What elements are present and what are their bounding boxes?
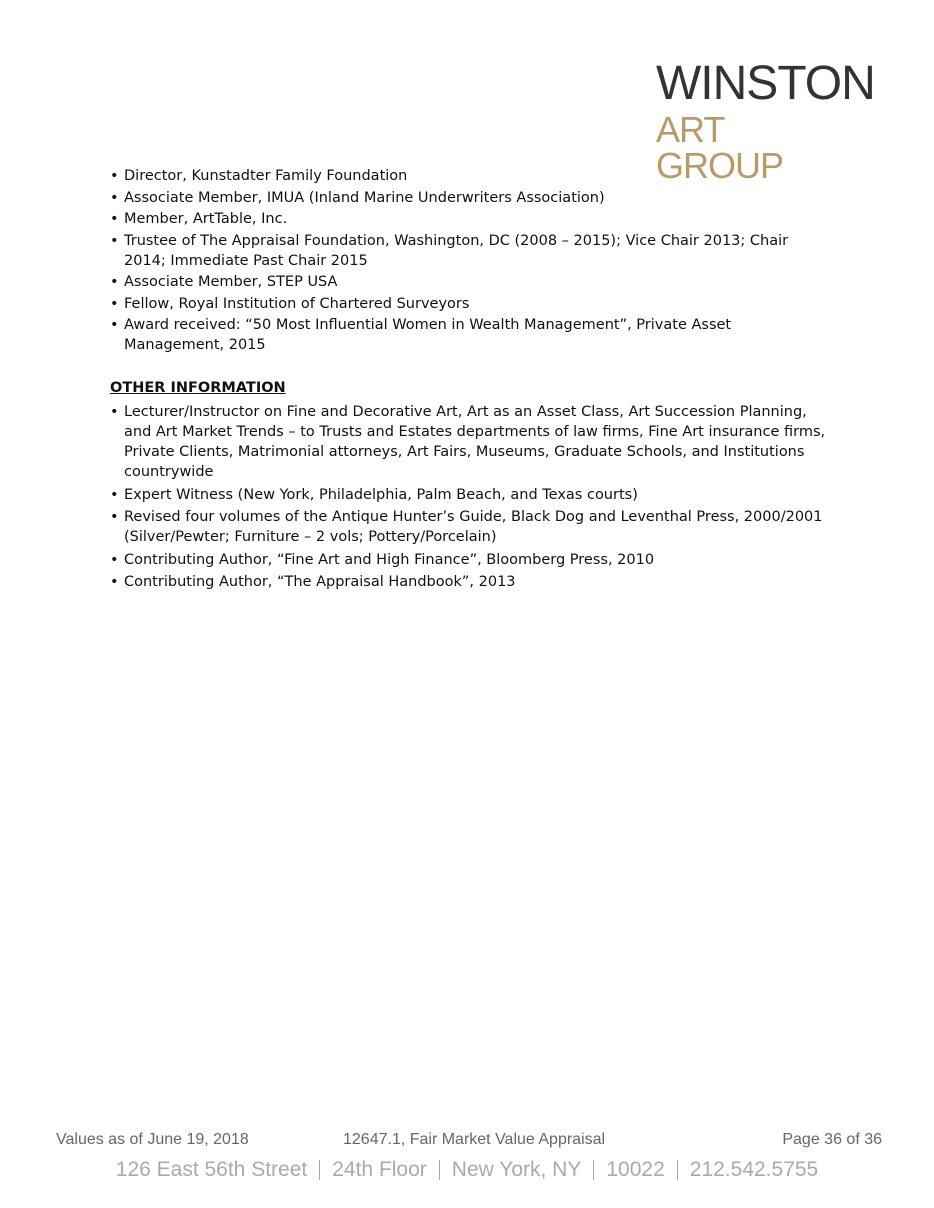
divider — [677, 1160, 678, 1180]
list-item: • Lecturer/Instructor on Fine and Decorative Art, Art as an Asset Class, Art Succession Planning, and Art Market Trends – to Trusts and Estates departments of law firms, Fine Art insurance firms, Private Clients, Matrimonial attorneys, Art Fairs, Museums, Graduate Schools, and Institutions countrywide — [110, 402, 830, 482]
other-information-heading: OTHER INFORMATION — [110, 380, 286, 396]
list-item: • Expert Witness (New York, Philadelphia, Palm Beach, and Texas courts) — [110, 485, 830, 505]
divider — [439, 1160, 440, 1180]
address-zip: 10022 — [606, 1158, 665, 1181]
list-item: • Associate Member, STEP USA — [110, 272, 830, 292]
list-item: • Director, Kunstadter Family Foundation — [110, 166, 830, 186]
logo-line1: WINSTON — [656, 57, 875, 110]
address-phone: 212.542.5755 — [689, 1158, 819, 1181]
list-item: • Contributing Author, “The Appraisal Handbook”, 2013 — [110, 572, 830, 592]
page-footer — [56, 1131, 882, 1151]
address-line — [0, 1158, 934, 1182]
list-item: • Member, ArtTable, Inc. — [110, 209, 830, 229]
list-item: • Fellow, Royal Institution of Chartered Surveyors — [110, 294, 830, 314]
list-item: • Associate Member, IMUA (Inland Marine Underwriters Association) — [110, 188, 830, 208]
other-information-list — [110, 402, 830, 592]
report-title: 12647.1, Fair Market Value Appraisal — [343, 1131, 606, 1148]
document-body — [110, 166, 830, 595]
logo-line2: ART GROUP — [656, 109, 784, 186]
divider — [593, 1160, 594, 1180]
address-street: 126 East 56th Street — [115, 1158, 308, 1181]
page-number: Page 36 of 36 — [782, 1131, 882, 1148]
values-date: Values as of June 19, 2018 — [56, 1131, 249, 1148]
list-item: • Contributing Author, “Fine Art and High Finance”, Bloomberg Press, 2010 — [110, 550, 830, 570]
address-city: New York, NY — [451, 1158, 582, 1181]
list-item: • Trustee of The Appraisal Foundation, Washington, DC (2008 – 2015); Vice Chair 2013; Chair 2014; Immediate Past Chair 2015 — [110, 231, 830, 271]
address-floor: 24th Floor — [332, 1158, 427, 1181]
list-item: • Revised four volumes of the Antique Hunter’s Guide, Black Dog and Leventhal Press, 2000/2001 (Silver/Pewter; Furniture – 2 vols; Pottery/Porcelain) — [110, 507, 830, 547]
list-item: • Award received: “50 Most Influential Women in Wealth Management”, Private Asset Management, 2015 — [110, 315, 830, 355]
divider — [319, 1160, 320, 1180]
affiliations-list — [110, 166, 830, 355]
